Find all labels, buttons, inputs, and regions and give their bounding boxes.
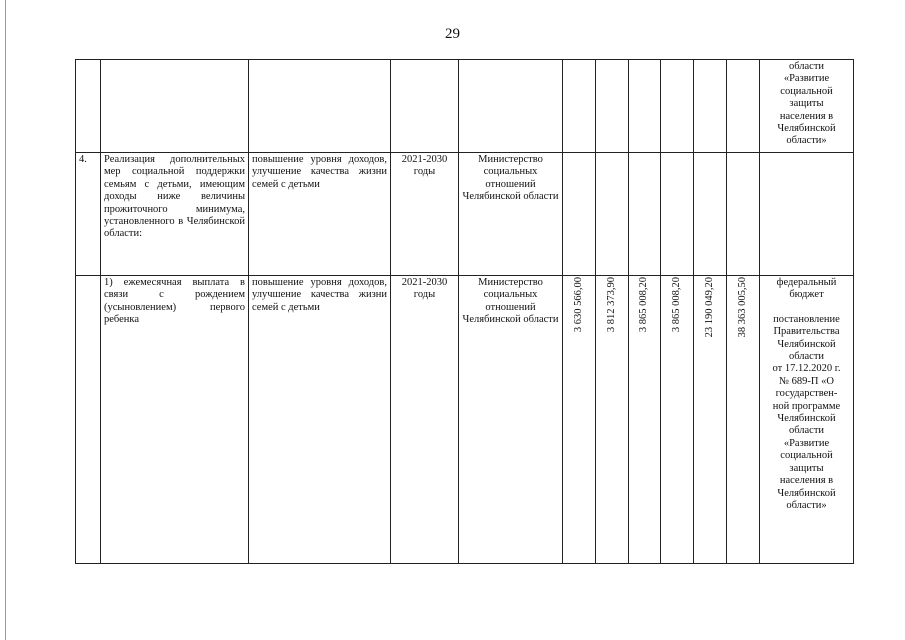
cell-amount [727,276,760,564]
source-line: постановление [773,313,840,325]
source-line: защиты [789,462,824,474]
source-line: «Развитие [783,73,830,85]
cell-funding-source [760,276,854,564]
cell-measure-name: Реализация дополнительных мер социальной поддержки семьям с детьми, имеющим доходы ниже величины прожиточного минимума, установленного в Челябинской области: [101,153,249,276]
cell-amount [563,60,596,153]
cell-amount [629,276,661,564]
cell-measure-name: 1) ежемесячная выплата в связи с рождением (усыновлением) первого ребенка [101,276,249,564]
source-line: от 17.12.2020 г. [772,363,841,375]
page-number: 29 [445,26,460,42]
cell-amount [661,60,694,153]
cell-amount [596,153,629,276]
cell-measure-name [101,60,249,153]
cell-number [76,60,101,153]
amount-value: 3 812 373,90 [605,277,617,333]
amount-value: 3 630 566,00 [572,277,584,333]
table-row-measure-4 [76,153,854,276]
cell-expected-result: повышение уровня доходов, улучшение качества жизни семей с детьми [249,153,391,276]
source-line: социальной [780,450,833,462]
table-row-measure-4-1 [76,276,854,564]
source-gap [763,302,850,314]
cell-funding-source [760,60,854,153]
page-edge-line [5,0,6,640]
source-line: населения в [779,110,834,122]
source-line: области» [786,499,827,511]
cell-amount [563,276,596,564]
cell-amount [629,153,661,276]
source-line: ной программе [772,400,841,412]
source-line: федеральный [776,277,837,288]
cell-executor: Министерство социальных отношений Челябинской области [459,153,563,276]
cell-number [76,276,101,564]
amount-value: 38 363 005,50 [736,277,748,338]
cell-amount [727,60,760,153]
source-line: Правительства [773,326,840,338]
source-line: Челябинской [777,123,836,135]
source-line: государствен- [775,388,838,400]
cell-amount [661,153,694,276]
source-line: социальной [780,85,833,97]
source-line: населения в [779,475,834,487]
cell-period: 2021-2030 годы [391,276,459,564]
cell-executor [459,60,563,153]
source-line: области» [786,135,827,147]
source-line: бюджет [789,289,824,301]
source-line: области [788,425,825,437]
cell-expected-result [249,60,391,153]
source-line: области [788,351,825,363]
cell-amount [694,153,727,276]
amount-value: 23 190 049,20 [703,277,715,338]
cell-executor: Министерство социальных отношений Челябинской области [459,276,563,564]
source-line: области [788,61,825,72]
cell-period [391,60,459,153]
amount-value: 3 865 008,20 [638,277,650,333]
cell-amount [596,276,629,564]
cell-amount [727,153,760,276]
source-line: защиты [789,98,824,110]
budget-table [75,59,854,564]
cell-funding-source [760,153,854,276]
source-line: Челябинской [777,413,836,425]
cell-amount [596,60,629,153]
cell-amount [694,276,727,564]
cell-amount [563,153,596,276]
amount-value: 3 865 008,20 [670,277,682,333]
table-row-continuation [76,60,854,153]
source-line: Челябинской [777,487,836,499]
source-line: № 689-П «О [779,375,834,387]
cell-period: 2021-2030 годы [391,153,459,276]
cell-amount [694,60,727,153]
cell-amount [629,60,661,153]
source-line: Челябинской [777,338,836,350]
cell-number: 4. [76,153,101,276]
cell-amount [661,276,694,564]
cell-expected-result: повышение уровня доходов, улучшение качества жизни семей с детьми [249,276,391,564]
source-line: «Развитие [783,437,830,449]
